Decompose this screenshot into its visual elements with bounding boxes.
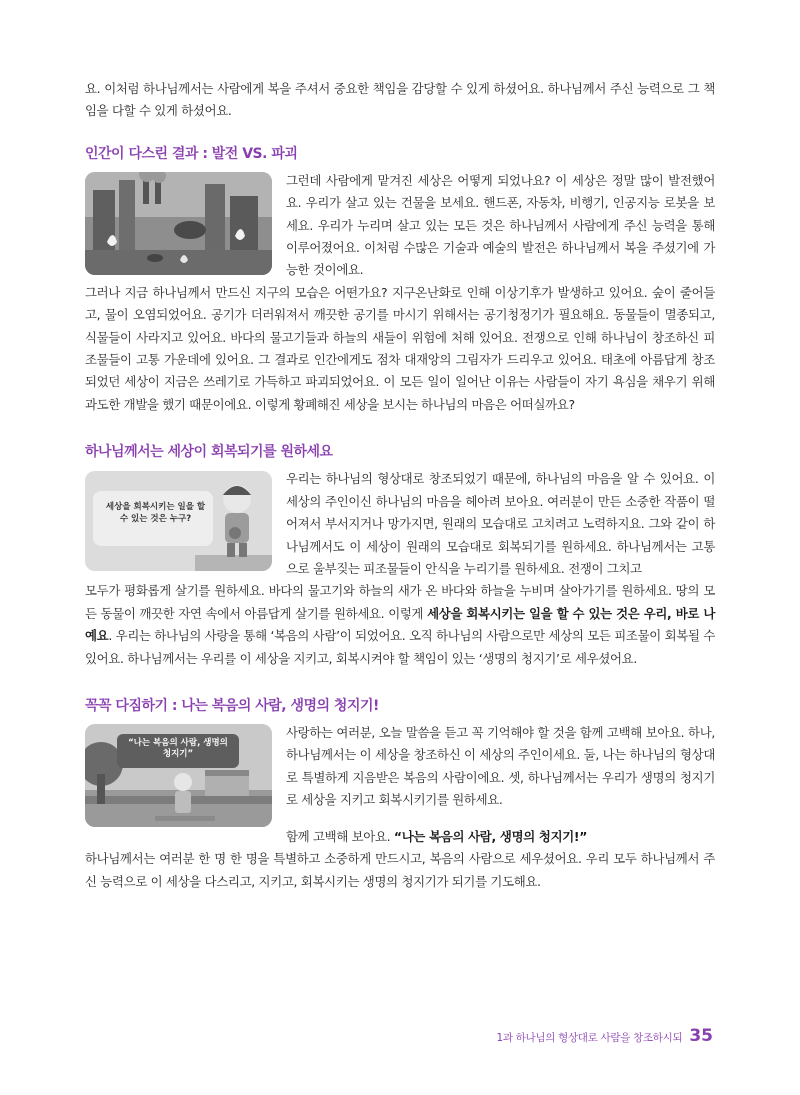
section3-row	[85, 722, 715, 827]
section2-emphasis-text: 세상을 회복시키는 일을 할 수 있는 것은 우리, 바로 나예요	[85, 605, 716, 644]
section-heading-confession: 꼭꼭 다짐하기 : 나는 복음의 사람, 생명의 청지기!	[85, 697, 379, 714]
section2-body-text-a: 모두가 평화롭게 살기를 원하세요. 바다의 물고기와 하늘의 새가 온 바다와 하늘을 누비며 살아가기를 원하세요. 땅의 모든 동물이 깨끗한 자연 속에서 아름답게 살기를 원하세요. 이렇게	[85, 583, 715, 621]
confession-pledge: “나는 복음의 사람, 생명의 청지기!”	[393, 828, 588, 844]
section2-side-paragraph: 우리는 하나님의 형상대로 창조되었기 때문에, 하나님의 마음을 알 수 있어요. 이 세상의 주인이신 하나님의 마음을 헤아려 보아요. 여러분이 만든 소중한 작품이 떨어져서 부서지거나 망가지면, 원래의 모습대로 고치려고 노력하지요. 그와 같이 하나님께서도 이 세상이 원래의 모습대로 회복되기를 원하세요. 하나님께서는 고통으로 울부짖는 피조물들이 안식을 누리기를 원하세요. 전쟁이 그치고	[286, 471, 715, 576]
section1-side-paragraph: 그런데 사람에게 맡겨진 세상은 어떻게 되었나요? 이 세상은 정말 많이 발전했어요. 우리가 살고 있는 건물을 보세요. 핸드폰, 자동차, 비행기, 인공지능 로봇을 보세요. 우리가 누리며 살고 있는 모든 것은 하나님께서 사람에게 주신 능력을 통해 이루어졌어요. 이처럼 수많은 기술과 예술의 발전은 하나님께서 복을 주셨기에 가능한 것이에요.	[286, 172, 715, 278]
section-heading-development-vs-destruction: 인간이 다스린 결과 : 발전 VS. 파괴	[85, 145, 298, 162]
section3-body-paragraph: 하나님께서는 여러분 한 명 한 명을 특별하고 소중하게 만드시고, 복음의 사람으로 세우셨어요. 우리 모두 하나님께서 주신 능력으로 이 세상을 다스리고, 지키고, 회복시키는 생명의 청지기가 되기를 기도해요.	[85, 851, 715, 889]
page-number: 35	[689, 1026, 713, 1046]
section3-side-paragraph: 사랑하는 여러분, 오늘 말씀을 듣고 꼭 기억해야 할 것을 함께 고백해 보아요. 하나, 하나님께서는 이 세상을 창조하신 이 세상의 주인이세요. 둘, 나는 하나님의 형상대로 특별하게 지음받은 복음의 사람이에요. 셋, 하나님께서는 우리가 생명의 청지기로 세상을 지키고 회복시키기를 원하세요.	[286, 724, 715, 808]
intro-paragraph: 요. 이처럼 하나님께서는 사람에게 복을 주셔서 중요한 책임을 감당할 수 있게 하셨어요. 하나님께서 주신 능력으로 그 책임을 다할 수 있게 하셨어요.	[85, 81, 715, 119]
boy-in-park-illustration	[85, 724, 272, 827]
section2-body-text-b: . 우리는 하나님의 사랑을 통해 ‘복음의 사람’이 되었어요. 오직 하나님의 사람으로만 세상의 모든 피조물이 회복될 수 있어요. 하나님께서는 우리를 이 세상을 지키고, 회복시켜야 할 책임이 있는 ‘생명의 청지기’로 세우셨어요.	[85, 628, 715, 666]
section1-body-paragraph: 그러나 지금 하나님께서 만드신 지구의 모습은 어떤가요? 지구온난화로 인해 이상기후가 발생하고 있어요. 숲이 줄어들고, 물이 오염되었어요. 공기가 더러워져서 깨끗한 공기를 마시기 위해서는 공기청정기가 필요해요. 동물들이 멸종되고, 식물들이 사라지고 있어요. 바다의 물고기들과 하늘의 새들이 위험에 처해 있어요. 전쟁으로 인해 하나님이 창조하신 피조물들이 고통 가운데에 있어요. 그 결과로 인간에게도 점차 대재앙의 그림자가 드리우고 있어요. 태초에 아름답게 창조되었던 세상이 지금은 쓰레기로 가득하고 파괴되었어요. 이 모든 일이 일어난 이유는 사람들이 자기 욕심을 채우기 위해 과도한 개발을 했기 때문이에요. 이렇게 황폐해진 세상을 보시는 하나님의 마음은 어떠실까요?	[85, 284, 715, 412]
destroyed-city-illustration	[85, 172, 272, 275]
section2-body-paragraph	[85, 580, 715, 670]
image-question-caption: 세상을 회복시키는 일을 할 수 있는 것은 누구?	[105, 502, 206, 525]
image-pledge-caption: “나는 복음의 사람, 생명의 청지기”	[128, 737, 228, 759]
section2-row	[85, 468, 715, 580]
confession-line	[286, 826, 715, 848]
page-footer	[496, 1026, 713, 1046]
chapter-title: 1과 하나님의 형상대로 사람을 창조하시되	[496, 1032, 683, 1044]
confession-prefix: 함께 고백해 보아요.	[286, 828, 394, 844]
section-heading-restoration: 하나님께서는 세상이 회복되기를 원하세요	[85, 444, 333, 461]
page-content	[85, 78, 715, 893]
section1-row	[85, 170, 715, 282]
boy-question-illustration	[85, 471, 272, 571]
